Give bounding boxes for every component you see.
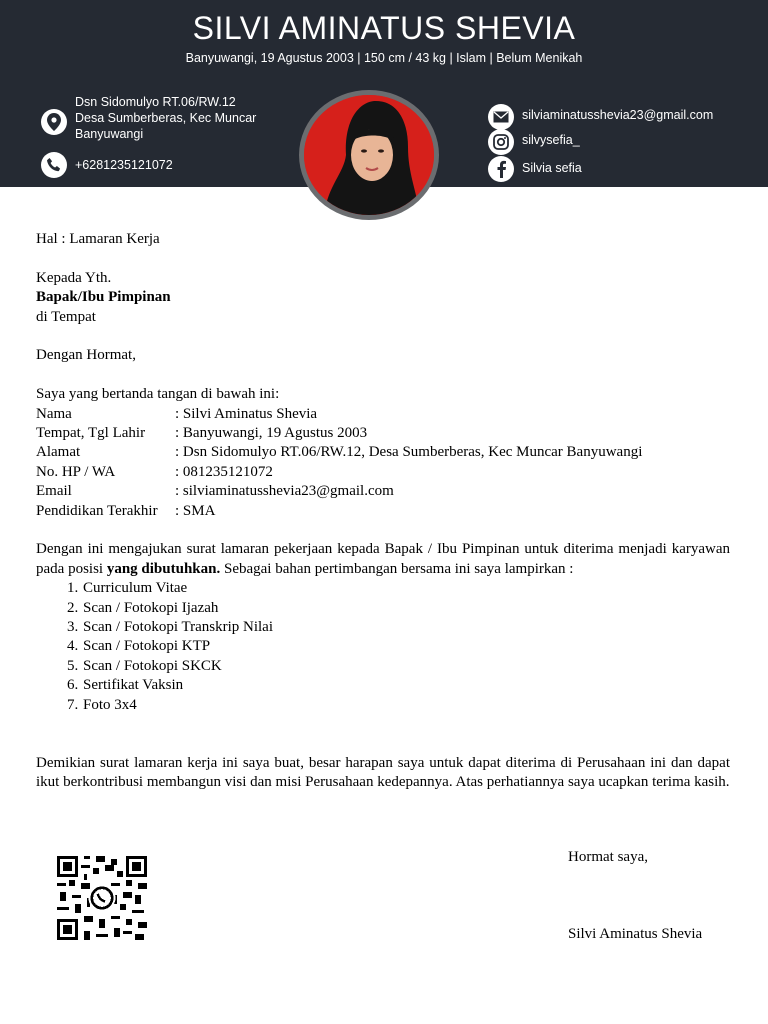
- recipient-name: Bapak/Ibu Pimpinan: [36, 289, 171, 306]
- detail-row: [36, 405, 730, 424]
- address-line: Dsn Sidomulyo RT.06/RW.12: [75, 95, 236, 109]
- instagram-icon: [488, 129, 514, 155]
- letter-body: [36, 540, 730, 579]
- applicant-summary: Banyuwangi, 19 Agustus 2003 | 150 cm / 43 kg | Islam | Belum Menikah: [185, 51, 583, 65]
- body-text: Dengan ini mengajukan surat lamaran pekerjaan kepada Bapak / Ibu Pimpinan untuk diterima menjadi karyawan pada posisi: [36, 541, 730, 577]
- detail-label: Nama: [36, 405, 72, 422]
- list-item: 4. Scan / Fotokopi KTP: [82, 637, 730, 656]
- list-item: 6. Sertifikat Vaksin: [82, 676, 730, 695]
- list-item: 1. Curriculum Vitae: [82, 579, 730, 598]
- email-address: silviaminatusshevia23@gmail.com: [522, 108, 714, 122]
- detail-value: : Silvi Aminatus Shevia: [175, 405, 318, 422]
- whatsapp-qr-code: [57, 856, 147, 940]
- detail-row: [36, 424, 730, 443]
- phone-icon: [41, 152, 67, 178]
- body-bold-text: yang dibutuhkan.: [106, 560, 221, 577]
- detail-row: [36, 443, 730, 462]
- list-item: 7. Foto 3x4: [82, 696, 730, 715]
- address-line: Desa Sumberberas, Kec Muncar: [75, 111, 257, 125]
- closing-salutation: Hormat saya,: [568, 849, 648, 865]
- body-text: Sebagai bahan pertimbangan bersama ini saya lampirkan :: [220, 560, 574, 577]
- address-line: Banyuwangi: [75, 127, 144, 141]
- attachment-list: [36, 579, 730, 715]
- detail-row: [36, 482, 730, 501]
- list-item: 3. Scan / Fotokopi Transkrip Nilai: [82, 618, 730, 637]
- detail-label: Alamat: [36, 444, 81, 461]
- recipient-line: Kepada Yth.: [36, 269, 112, 286]
- facebook-icon: [488, 156, 514, 182]
- applicant-name: SILVI AMINATUS SHEVIA: [192, 10, 576, 46]
- letter-subject: Hal : Lamaran Kerja: [36, 231, 160, 247]
- instagram-handle: silvysefia_: [522, 133, 580, 147]
- detail-label: Email: [36, 483, 72, 500]
- detail-value: : 081235121072: [175, 463, 273, 480]
- list-item: 5. Scan / Fotokopi SKCK: [82, 657, 730, 676]
- detail-value: : silviaminatusshevia23@gmail.com: [175, 483, 394, 500]
- profile-photo: [304, 95, 434, 215]
- detail-label: Tempat, Tgl Lahir: [36, 425, 146, 442]
- location-icon: [41, 109, 67, 135]
- list-item: 2. Scan / Fotokopi Ijazah: [82, 599, 730, 618]
- letter-greeting: Dengan Hormat,: [36, 347, 136, 364]
- letter-intro: Saya yang bertanda tangan di bawah ini:: [36, 386, 280, 403]
- email-icon: [488, 104, 514, 130]
- applicant-details: [36, 405, 730, 521]
- address-block: [75, 94, 256, 142]
- facebook-name: Silvia sefia: [522, 161, 582, 175]
- phone-number: +6281235121072: [75, 158, 173, 172]
- letter-closing: Demikian surat lamaran kerja ini saya buat, besar harapan saya untuk dapat diterima di Perusahaan ini dan dapat ikut berkontribusi membangun visi dan misi Perusahaan kedepannya. Atas perhatiannya saya ucapkan terima kasih.: [36, 754, 730, 791]
- detail-row: [36, 502, 730, 521]
- detail-label: Pendidikan Terakhir: [36, 502, 158, 519]
- detail-value: : SMA: [175, 502, 216, 519]
- application-letter: [36, 230, 730, 793]
- detail-row: [36, 463, 730, 482]
- detail-value: : Dsn Sidomulyo RT.06/RW.12, Desa Sumberberas, Kec Muncar Banyuwangi: [175, 444, 643, 461]
- detail-value: : Banyuwangi, 19 Agustus 2003: [175, 425, 368, 442]
- recipient-place: di Tempat: [36, 308, 96, 325]
- signatory-name: Silvi Aminatus Shevia: [568, 926, 703, 942]
- detail-label: No. HP / WA: [36, 463, 116, 480]
